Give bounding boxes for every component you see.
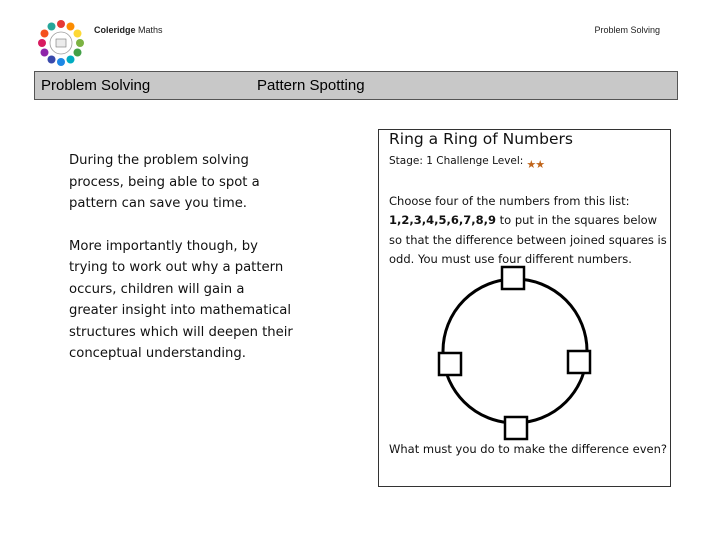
banner-center-title: Pattern Spotting — [257, 77, 365, 94]
problem-card — [378, 129, 671, 487]
ring-diagram — [429, 263, 629, 441]
ring-circle — [443, 279, 587, 423]
task-before: Choose four of the numbers from this list: — [389, 194, 630, 208]
square-bottom — [505, 417, 527, 439]
square-right — [568, 351, 590, 373]
task-text — [389, 192, 669, 269]
number-list: 1,2,3,4,5,6,7,8,9 — [389, 213, 496, 228]
brand-sub: Maths — [138, 25, 163, 35]
header-topic: Problem Solving — [594, 25, 660, 35]
coleridge-logo-icon — [36, 18, 86, 68]
star-rating-icon: ★★ — [526, 158, 545, 171]
question-text: What must you do to make the difference even? — [389, 442, 667, 456]
square-left — [439, 353, 461, 375]
challenge-level — [389, 154, 545, 171]
intro-paragraph-1: During the problem solving process, being able to spot a pattern can save you time. — [69, 153, 260, 211]
task-after: to put in the squares below so that the difference between joined squares is odd. You must use four different numbers. — [389, 213, 667, 266]
problem-title: Ring a Ring of Numbers — [389, 130, 573, 148]
brand-name: Coleridge — [94, 25, 136, 35]
banner-left-title: Problem Solving — [41, 77, 151, 94]
topic-banner — [34, 71, 678, 100]
intro-text — [69, 150, 294, 386]
intro-paragraph-2: More importantly though, by trying to work out why a pattern occurs, children will gain a greater insight into mathematical structures which will deepen their conceptual understanding. — [69, 238, 293, 361]
stage-label: Stage: 1 Challenge Level: — [389, 155, 524, 167]
square-top — [502, 267, 524, 289]
brand-label — [94, 25, 163, 35]
